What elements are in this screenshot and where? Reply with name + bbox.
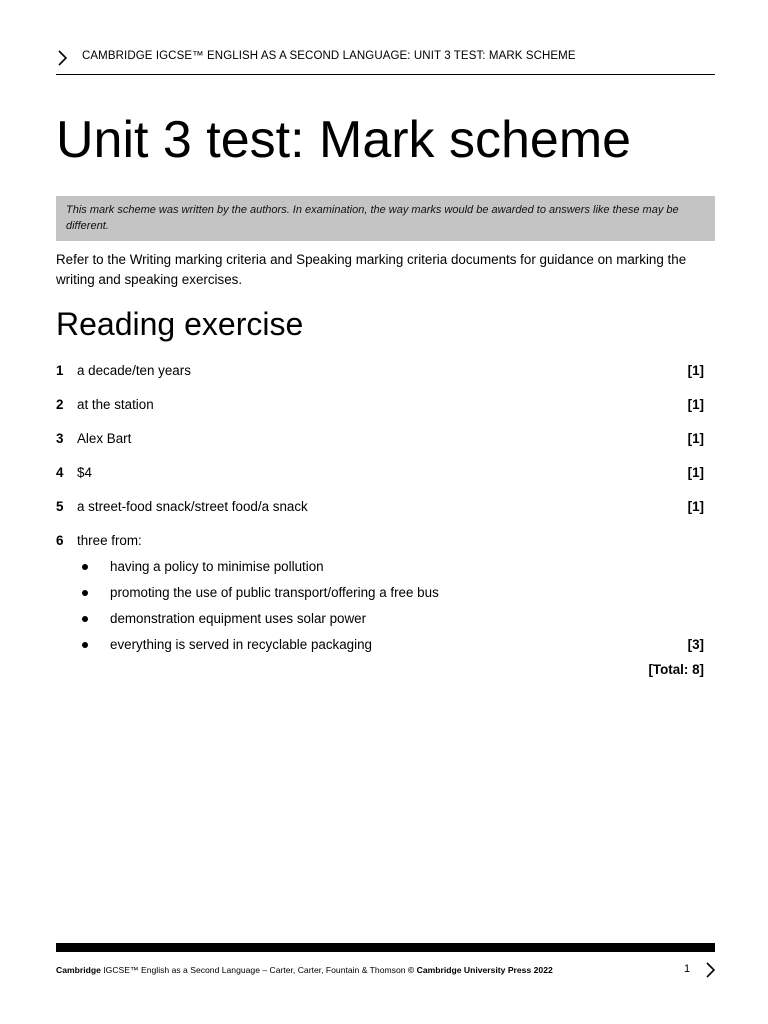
list-item-text: everything is served in recyclable packaging bbox=[110, 637, 373, 652]
question-answer: at the station bbox=[77, 397, 154, 412]
page-title: Unit 3 test: Mark scheme bbox=[56, 111, 632, 169]
question-mark: [1] bbox=[687, 397, 704, 412]
question-answer: Alex Bart bbox=[77, 431, 132, 446]
question-number: 2 bbox=[56, 397, 64, 412]
chevron-right-icon[interactable] bbox=[704, 961, 716, 979]
disclaimer-note: This mark scheme was written by the authors. In examination, the way marks would be awarded to answers like these may be different. bbox=[56, 196, 715, 241]
question-answer: a street-food snack/street food/a snack bbox=[77, 499, 308, 514]
question-number: 3 bbox=[56, 431, 64, 446]
page-number: 1 bbox=[684, 963, 691, 975]
bullet-icon bbox=[82, 642, 88, 648]
question-answer: $4 bbox=[77, 465, 92, 480]
question-row bbox=[56, 395, 704, 415]
list-item-text: demonstration equipment uses solar power bbox=[110, 611, 367, 626]
question-row bbox=[56, 429, 704, 449]
list-item bbox=[56, 557, 704, 577]
question-mark: [1] bbox=[687, 431, 704, 446]
footer-copyright: © Cambridge University Press 2022 bbox=[407, 965, 553, 975]
bullet-icon bbox=[82, 564, 88, 570]
question-row bbox=[56, 497, 704, 517]
chevron-right-icon bbox=[56, 49, 68, 67]
footer-authors: IGCSE™ English as a Second Language – Carter, Carter, Fountain & Thomson bbox=[100, 965, 408, 975]
question-answer: three from: bbox=[77, 533, 142, 548]
question-number: 6 bbox=[56, 533, 64, 548]
list-item bbox=[56, 635, 704, 655]
list-item-mark: [3] bbox=[687, 637, 704, 652]
section-heading: Reading exercise bbox=[56, 306, 304, 342]
question-mark: [1] bbox=[687, 465, 704, 480]
question-row bbox=[56, 463, 704, 483]
running-title: CAMBRIDGE IGCSE™ ENGLISH AS A SECOND LANGUAGE: UNIT 3 TEST: MARK SCHEME bbox=[82, 50, 576, 62]
question-row bbox=[56, 361, 704, 381]
bullet-icon bbox=[82, 590, 88, 596]
question-mark: [1] bbox=[687, 499, 704, 514]
footer-credit bbox=[56, 963, 553, 977]
intro-paragraph: Refer to the Writing marking criteria and Speaking marking criteria documents for guidance on marking the writing and speaking exercises. bbox=[56, 252, 687, 287]
list-item bbox=[56, 583, 704, 603]
list-item bbox=[56, 609, 704, 629]
footer-divider bbox=[56, 943, 715, 952]
question-row bbox=[56, 531, 704, 551]
bullet-icon bbox=[82, 616, 88, 622]
running-header bbox=[56, 46, 715, 75]
list-item-text: promoting the use of public transport/offering a free bus bbox=[110, 585, 439, 600]
question-mark: [1] bbox=[687, 363, 704, 378]
question-answer: a decade/ten years bbox=[77, 363, 191, 378]
question-number: 1 bbox=[56, 363, 64, 378]
footer-brand: Cambridge bbox=[56, 965, 101, 975]
question-number: 4 bbox=[56, 465, 64, 480]
total-marks: [Total: 8] bbox=[648, 662, 704, 677]
question-number: 5 bbox=[56, 499, 64, 514]
list-item-text: having a policy to minimise pollution bbox=[110, 559, 324, 574]
